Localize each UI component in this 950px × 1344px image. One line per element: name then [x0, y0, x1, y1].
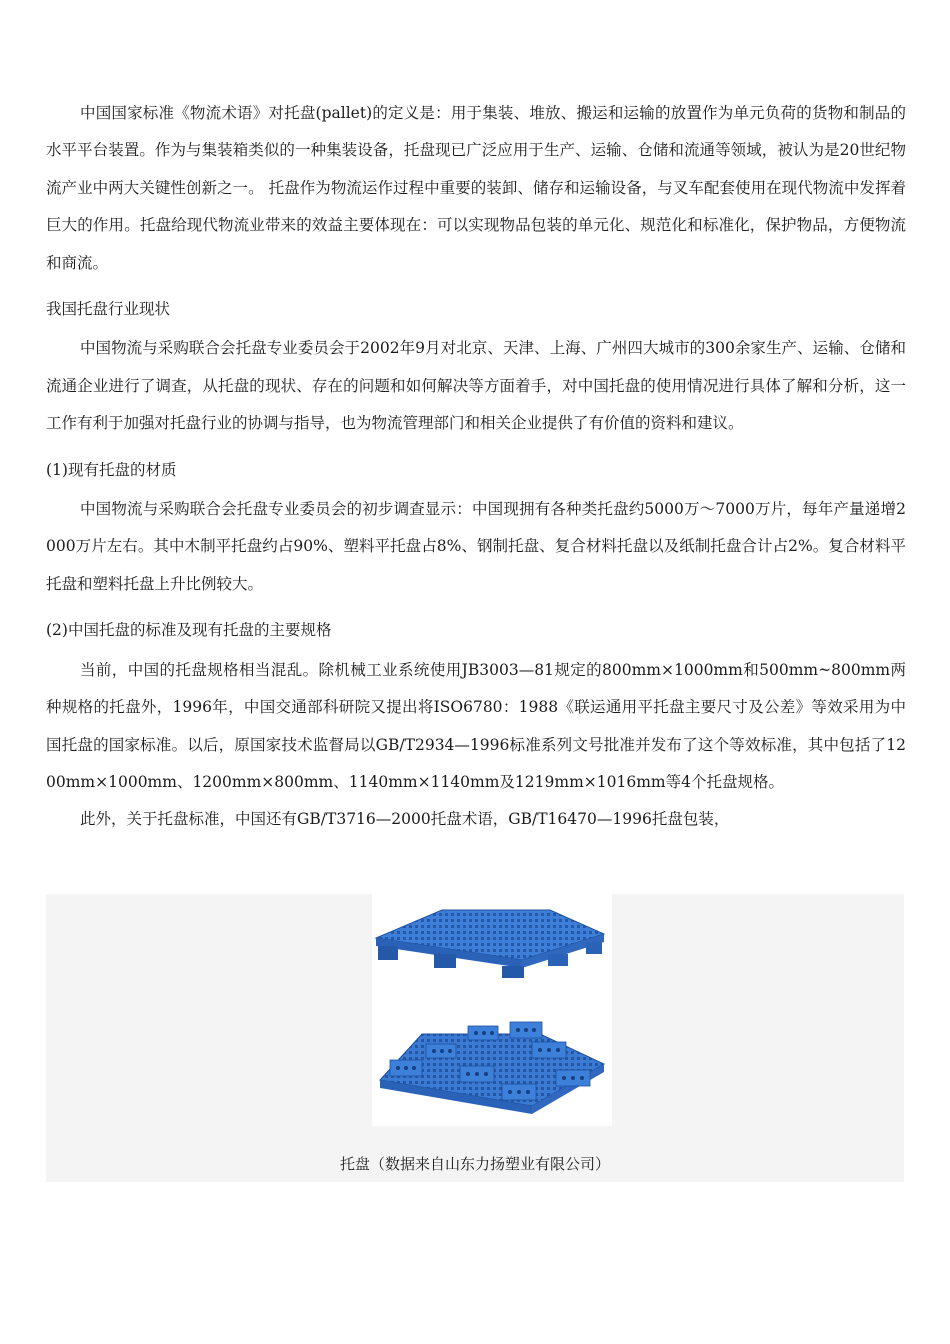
paragraph-pallet-definition: 中国国家标准《物流术语》对托盘(pallet)的定义是：用于集装、堆放、搬运和运输的放置作为单元负荷的货物和制品的水平平台装置。作为与集装箱类似的一种集装设备，托盘现已广泛应用于生产、运输、仓储和流通等领域，被认为是20世纪物流产业中两大关键性创新之一。 托盘作为物流运作过程中重要的装卸、储存和运输设备，与叉车配套使用在现代物流中发挥着巨大的作用。托盘给现代物流业带来的效益主要体现在：可以实现物品包装的单元化、规范化和标准化，保护物品，方便物流和商流。	[46, 104, 906, 272]
heading-pallet-material: (1)现有托盘的材质	[46, 460, 177, 479]
paragraph-other-standards: 此外，关于托盘标准，中国还有GB/T3716—2000托盘术语，GB/T16470—1996托盘包装，	[80, 810, 730, 829]
heading-industry-status: 我国托盘行业现状	[46, 300, 171, 319]
document-body	[46, 92, 906, 839]
heading-pallet-standards: (2)中国托盘的标准及现有托盘的主要规格	[46, 621, 332, 640]
figure	[46, 894, 904, 1182]
pallet-bottom-view	[380, 1022, 604, 1114]
paragraph-material-stats: 中国物流与采购联合会托盘专业委员会的初步调查显示：中国现拥有各种类托盘约5000万～7000万片，每年产量递增2000万片左右。其中木制平托盘约占90%、塑料平托盘占8%、钢制托盘、复合材料托盘以及纸制托盘合计占2%。复合材料平托盘和塑料托盘上升比例较大。	[46, 500, 906, 593]
paragraph-standards: 当前，中国的托盘规格相当混乱。除机械工业系统使用JB3003—81规定的800mm×1000mm和500mm~800mm两种规格的托盘外，1996年，中国交通部科研院又提出将ISO6780：1988《联运通用平托盘主要尺寸及公差》等效采用为中国托盘的国家标准。以后，原国家技术监督局以GB/T2934—1996标准系列文号批准并发布了这个等效标准，其中包括了1200mm×1000mm、1200mm×800mm、1140mm×1140mm及1219mm×1016mm等4个托盘规格。	[46, 660, 906, 791]
pallet-top-view	[376, 910, 604, 978]
paragraph-survey: 中国物流与采购联合会托盘专业委员会于2002年9月对北京、天津、上海、广州四大城市的300余家生产、运输、仓储和流通企业进行了调查，从托盘的现状、存在的问题和如何解决等方面着手，对中国托盘的使用情况进行具体了解和分析，这一工作有利于加强对托盘行业的协调与指导，也为物流管理部门和相关企业提供了有价值的资料和建议。	[46, 339, 906, 433]
figure-caption: 托盘（数据来自山东力扬塑业有限公司）	[339, 1155, 610, 1173]
blue-plastic-pallet-photo-icon	[372, 894, 612, 1126]
